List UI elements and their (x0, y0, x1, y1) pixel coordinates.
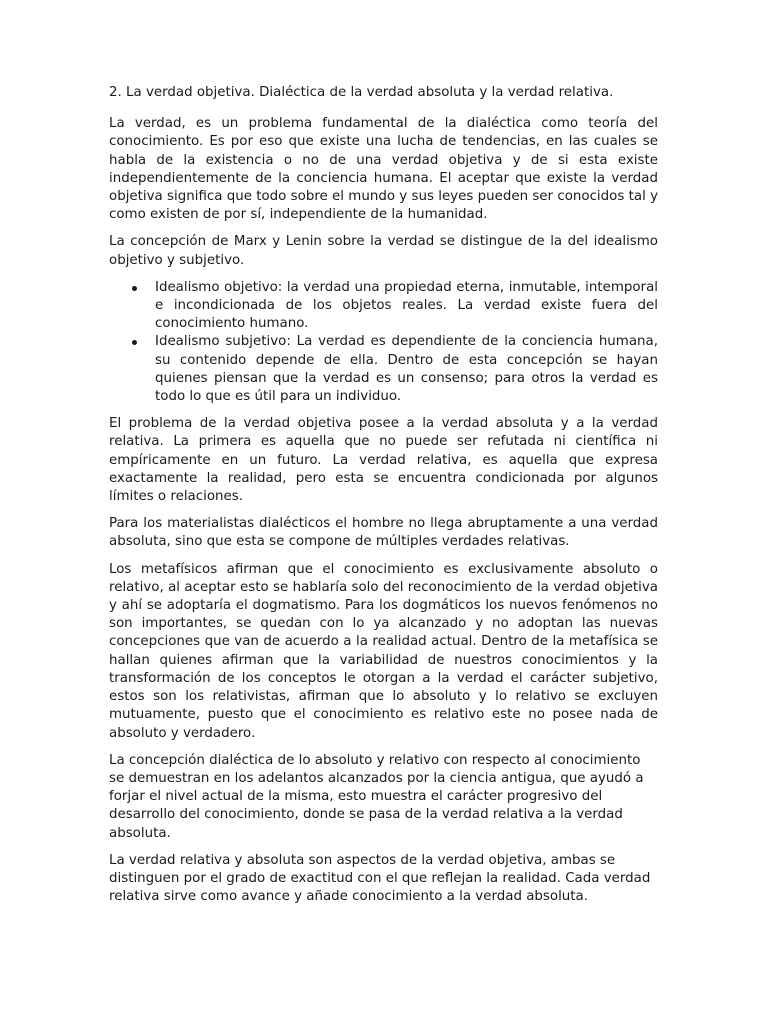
list-item-text: Idealismo subjetivo: La verdad es dependiente de la conciencia humana, su contenido depende de ella. Dentro de esta concepción se hayan quienes piensan que la verdad es un consenso; para otros la verdad es todo lo que es útil para un individuo. (155, 334, 658, 405)
document-page (109, 84, 658, 915)
paragraph-problema: El problema de la verdad objetiva posee a la verdad absoluta y a la verdad relativa. La primera es aquella que no puede ser refutada ni científica ni empíricamente en un futuro. La verdad relativa, es aquella que expresa exactamente la realidad, pero esta se encuentra condicionada por algunos límites o relaciones. (109, 416, 658, 505)
list-item-idealismo-subjetivo (109, 333, 658, 406)
paragraph-materialistas: Para los materialistas dialécticos el hombre no llega abruptamente a una verdad absoluta, sino que esta se compone de múltiples verdades relativas. (109, 516, 658, 550)
bullet-icon (132, 286, 137, 291)
paragraph-intro: La verdad, es un problema fundamental de la dialéctica como teoría del conocimiento. Es por eso que existe una lucha de tendencias, en las cuales se habla de la existencia o no de una verdad objetiva y de si esta existe independientemente de la conciencia humana. El aceptar que existe la verdad objetiva significa que todo sobre el mundo y sus leyes pueden ser conocidos tal y como existen de por sí, independiente de la humanidad. (109, 116, 658, 223)
paragraph-concepcion-dialectica: La concepción dialéctica de lo absoluto y relativo con respecto al conocimiento se demuestran en los adelantos alcanzados por la ciencia antigua, que ayudó a forjar el nivel actual de la misma, esto muestra el carácter progresivo del desarrollo del conocimiento, donde se pasa de la verdad relativa a la verdad absoluta. (109, 752, 644, 841)
paragraph-conclusion: La verdad relativa y absoluta son aspectos de la verdad objetiva, ambas se distinguen por el grado de exactitud con el que reflejan la realidad. Cada verdad relativa sirve como avance y añade conocimiento a la verdad absoluta. (109, 852, 651, 905)
paragraph-marx-lenin: La concepción de Marx y Lenin sobre la verdad se distingue de la del idealismo objetivo y subjetivo. (109, 234, 658, 268)
section-heading: 2. La verdad objetiva. Dialéctica de la verdad absoluta y la verdad relativa. (109, 85, 614, 100)
list-item-idealismo-objetivo (109, 279, 658, 334)
idealism-list (109, 279, 658, 406)
bullet-icon (132, 340, 137, 345)
paragraph-metafisicos: Los metafísicos afirman que el conocimiento es exclusivamente absoluto o relativo, al aceptar esto se hablaría solo del reconocimiento de la verdad objetiva y ahí se adoptaría el dogmatismo. Para los dogmáticos los nuevos fenómenos no son importantes, se quedan con lo ya alcanzado y no adoptan las nuevas concepciones que van de acuerdo a la realidad actual. Dentro de la metafísica se hallan quienes afirman que la variabilidad de nuestros conocimientos y la transformación de los conceptos le otorgan a la verdad el carácter subjetivo, estos son los relativistas, afirman que lo absoluto y lo relativo se excluyen mutuamente, puesto que el conocimiento es relativo este no posee nada de absoluto y verdadero. (109, 561, 658, 741)
list-item-text: Idealismo objetivo: la verdad una propiedad eterna, inmutable, intemporal e incondicionada de los objetos reales. La verdad existe fuera del conocimiento humano. (155, 279, 658, 332)
